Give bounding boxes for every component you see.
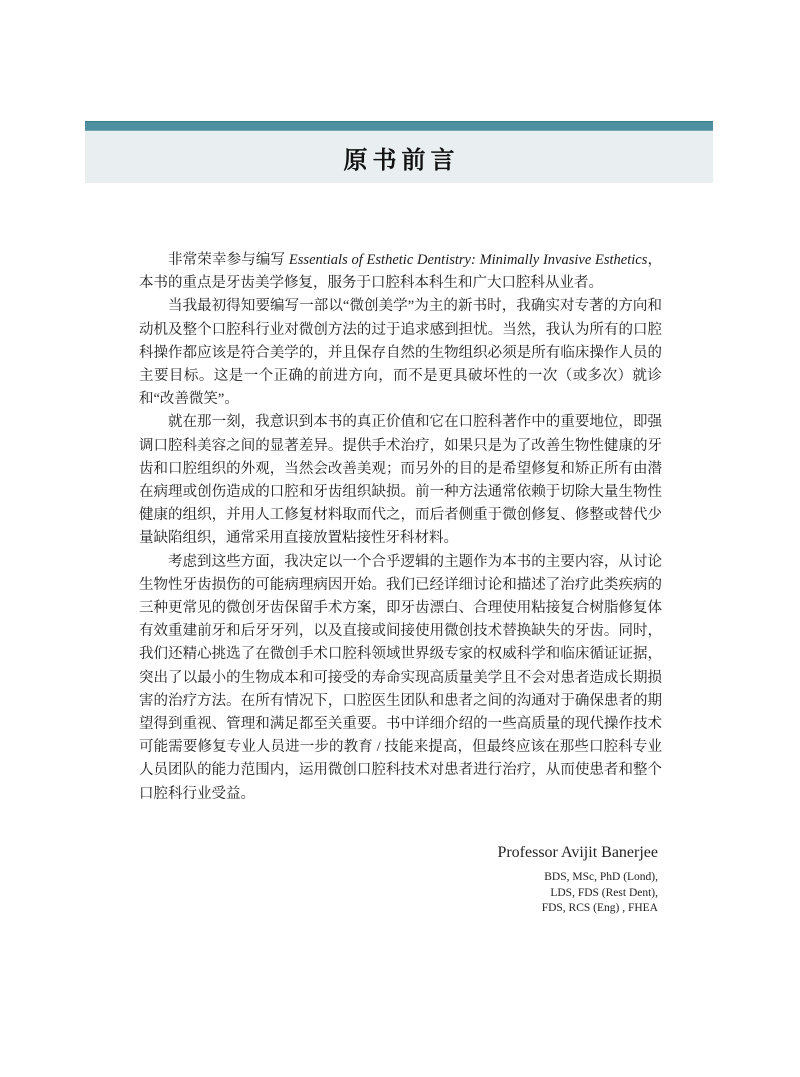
preface-paragraph-2: 当我最初得知要编写一部以“微创美学”为主的新书时，我确实对专著的方向和动机及整个口腔科行业对微创方法的过于追求感到担忧。当然，我认为所有的口腔科操作都应该是符合美学的，并且保存自然的生物组织必须是所有临床操作人员的主要目标。这是一个正确的前进方向，而不是更具破坏性的一次（或多次）就诊和“改善微笑”。: [139, 298, 662, 408]
preface-body-text: [139, 249, 662, 806]
author-credentials: [497, 870, 658, 917]
preface-header-banner: [85, 121, 713, 183]
paragraph-1-tail-text: ，本书的重点是牙齿美学修复，服务于口腔科本科生和广大口腔科从业者。: [139, 252, 663, 292]
author-name: Professor Avijit Banerjee: [497, 844, 658, 861]
credential-line: BDS, MSc, PhD (Lond),: [544, 871, 658, 883]
preface-paragraph-3: 就在那一刻，我意识到本书的真正价值和它在口腔科著作中的重要地位，即强调口腔科美容之间的显著差异。提供手术治疗，如果只是为了改善生物性健康的牙齿和口腔组织的外观，当然会改善美观；而另外的目的是希望修复和矫正所有由潜在病理或创伤造成的口腔和牙齿组织缺损。前一种方法通常依赖于切除大量生物性健康的组织，并用人工修复材料取而代之，而后者侧重于微创修复、修整或替代少量缺陷组织，通常采用直接放置粘接性牙科材料。: [139, 414, 662, 547]
page-title: 原书前言: [343, 147, 460, 174]
header-teal-bar: [85, 121, 713, 131]
preface-paragraph-1: [139, 249, 662, 295]
header-title-panel: [85, 131, 713, 183]
preface-paragraph-4: 考虑到这些方面，我决定以一个合乎逻辑的主题作为本书的主要内容，从讨论生物性牙齿损伤的可能病理病因开始。我们已经详细讨论和描述了治疗此类疾病的三种更常见的微创牙齿保留手术方案，即牙齿漂白、合理使用粘接复合树脂修复体有效重建前牙和后牙牙列，以及直接或间接使用微创技术替换缺失的牙齿。同时，我们还精心挑选了在微创手术口腔科领域世界级专家的权威科学和临床循证证据，突出了以最小的生物成本和可接受的寿命实现高质量美学且不会对患者造成长期损害的治疗方法。在所有情况下，口腔医生团队和患者之间的沟通对于确保患者的期望得到重视、管理和满足都至关重要。书中详细介绍的一些高质量的现代操作技术可能需要修复专业人员进一步的教育 / 技能来提高，但最终应该在那些口腔科专业人员团队的能力范围内，运用微创口腔科技术对患者进行治疗，从而使患者和整个口腔科行业受益。: [139, 553, 662, 802]
credential-line: LDS, FDS (Rest Dent),: [550, 886, 658, 899]
english-book-title: Essentials of Esthetic Dentistry: Minimally Invasive Esthetics: [288, 252, 648, 268]
paragraph-1-lead-text: 非常荣幸参与编写: [168, 252, 289, 268]
author-signature-block: [497, 843, 658, 917]
credential-line: FDS, RCS (Eng) , FHEA: [541, 902, 658, 914]
